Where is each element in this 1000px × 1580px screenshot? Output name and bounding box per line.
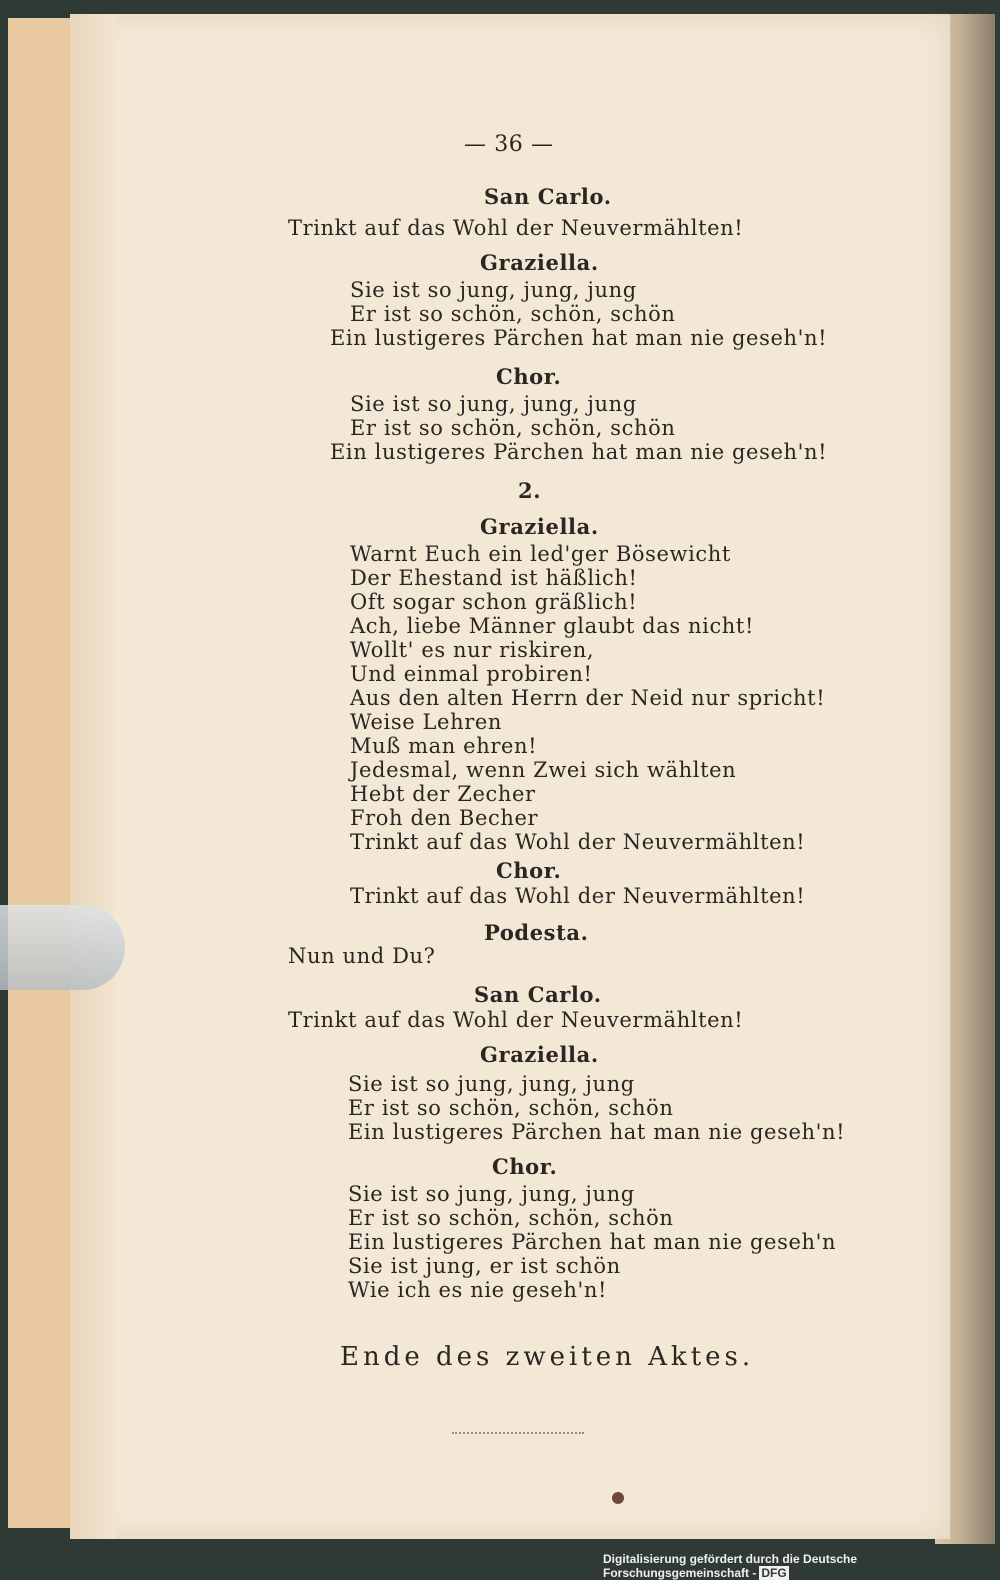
verse-line: Trinkt auf das Wohl der Neuvermählten! [288, 216, 744, 240]
act-end-note: Ende des zweiten Aktes. [340, 1342, 755, 1372]
verse-line: Jedesmal, wenn Zwei sich wählten [350, 758, 737, 782]
verse-line: Er ist so schön, schön, schön [348, 1096, 674, 1120]
speaker-name: Chor. [492, 1154, 558, 1179]
verse-line: Wie ich es nie geseh'n! [348, 1278, 608, 1302]
verse-line: Sie ist so jung, jung, jung [350, 392, 637, 416]
digitization-credit [603, 1552, 1000, 1580]
verse-line: Ein lustigeres Pärchen hat man nie geseh'n! [330, 440, 828, 464]
verse-line: Ein lustigeres Pärchen hat man nie geseh'n! [348, 1120, 846, 1144]
verse-line: Ach, liebe Männer glaubt das nicht! [350, 614, 755, 638]
verse-line: Ein lustigeres Pärchen hat man nie geseh'n! [330, 326, 828, 350]
verse-line: Sie ist so jung, jung, jung [348, 1182, 635, 1206]
verse-line: Trinkt auf das Wohl der Neuvermählten! [288, 1008, 744, 1032]
stanza-number: 2. [518, 478, 542, 503]
page-gutter [70, 14, 115, 1539]
speaker-name: San Carlo. [474, 982, 602, 1007]
verse-line: Sie ist jung, er ist schön [348, 1254, 621, 1278]
speaker-name: Chor. [496, 364, 562, 389]
verse-line: Er ist so schön, schön, schön [348, 1206, 674, 1230]
verse-line: Sie ist so jung, jung, jung [350, 278, 637, 302]
verse-line: Froh den Becher [350, 806, 539, 830]
verse-line: Trinkt auf das Wohl der Neuvermählten! [350, 830, 806, 854]
speaker-name: Graziella. [480, 250, 599, 275]
verse-line: Er ist so schön, schön, schön [350, 416, 676, 440]
credit-text: Digitalisierung gefördert durch die Deutsche Forschungsgemeinschaft - [603, 1552, 858, 1580]
verse-line: Aus den alten Herrn der Neid nur spricht! [350, 686, 826, 710]
verse-line: Ein lustigeres Pärchen hat man nie geseh'n [348, 1230, 837, 1254]
verse-line: Weise Lehren [350, 710, 502, 734]
verse-line: Er ist so schön, schön, schön [350, 302, 676, 326]
verse-line: Trinkt auf das Wohl der Neuvermählten! [350, 884, 806, 908]
book-page [70, 14, 950, 1539]
verse-line: Muß man ehren! [350, 734, 538, 758]
dfg-logo: DFG [761, 1566, 787, 1580]
dotted-rule [452, 1432, 584, 1434]
speaker-name: Chor. [496, 858, 562, 883]
scanner-clip [0, 905, 125, 990]
speaker-name: Graziella. [480, 514, 599, 539]
verse-line: Warnt Euch ein led'ger Bösewicht [350, 542, 731, 566]
speaker-name: San Carlo. [484, 184, 612, 209]
verse-line: Oft sogar schon gräßlich! [350, 590, 638, 614]
page-blemish [612, 1492, 624, 1504]
verse-line: Und einmal probiren! [350, 662, 593, 686]
page-number: — 36 — [464, 132, 554, 157]
speaker-name: Graziella. [480, 1042, 599, 1067]
verse-line: Sie ist so jung, jung, jung [348, 1072, 635, 1096]
verse-line: Wollt' es nur riskiren, [350, 638, 595, 662]
verse-line: Der Ehestand ist häßlich! [350, 566, 638, 590]
verse-line: Nun und Du? [288, 944, 436, 968]
verse-line: Hebt der Zecher [350, 782, 536, 806]
speaker-name: Podesta. [484, 920, 589, 945]
